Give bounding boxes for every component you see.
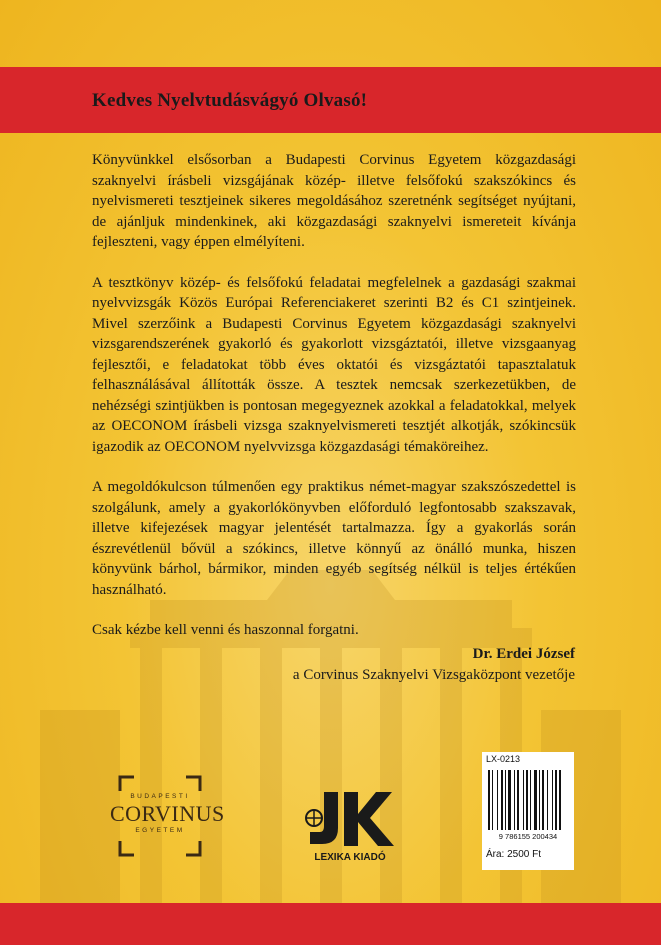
paragraph-3: A megoldókulcson túlmenően egy praktikus német-magyar szakszószedettel is szolgálunk, amely a gyakorlókönyvben előforduló legfontosabb szakszavak, illetve kifejezések magyar jelentését tartalmazza. Így a gyakorlás során észrevétlenül bővül a szókincs, illetve könnyű az önálló munka, hiszen könyvünk bárhol, bármikor, minden egyéb segítség nélkül is teljes értékűen használható. [92,479,576,598]
product-code: LX-0213 [486,754,521,764]
signature [293,644,575,686]
greeting-heading: Kedves Nyelvtudásvágyó Olvasó! [92,90,368,111]
corvinus-logo [110,775,225,865]
price-label: Ára: 2500 Ft [486,849,542,860]
signature-name: Dr. Erdei József [472,646,575,662]
body-text [92,150,576,641]
paragraph-4: Csak kézbe kell venni és haszonnal forgatni. [92,622,359,638]
publisher-name: LEXIKA KIADÓ [314,852,386,863]
lexika-mark-icon [300,788,400,850]
barcode-digits: 9 786155 200434 [498,832,558,841]
corner-ornament-icon [118,839,136,857]
bottom-red-band [0,903,661,945]
signature-title: a Corvinus Szaknyelvi Vizsgaközpont vezetője [292,667,575,683]
corvinus-bottom-text: EGYETEM [135,827,185,834]
corner-ornament-icon [184,775,202,793]
corner-ornament-icon [184,839,202,857]
barcode-icon [488,770,568,832]
corner-ornament-icon [118,775,136,793]
corvinus-main-text: CORVINUS [110,801,225,826]
corvinus-top-text: BUDAPESTI [130,793,190,800]
lexika-logo [300,788,400,868]
barcode-box [482,752,574,870]
paragraph-1: Könyvünkkel elsősorban a Budapesti Corvinus Egyetem közgazdasági szaknyelvi írásbeli vizsgájának közép- illetve felsőfokú szakszókincs és nyelvismereti tesztjeinek sikeres megoldásához szeretnénk segítséget nyújtani, de ajánljuk mindenkinek, aki közgazdasági szaknyelvi ismereteit kívánja fejleszteni, vagy éppen elmélyíteni. [92,152,576,250]
paragraph-2: A tesztkönyv közép- és felsőfokú feladatai megfelelnek a gazdasági szakmai nyelvvizsgák Közös Európai Referenciakeret szerinti B2 és C1 szintjeinek. Mivel szerzőink a Budapesti Corvinus Egyetem közgazdasági szaknyelvi vizsgarendszerének gyakorló és gyakorlott vizsgáztatói, illetve vizsgaanyag fejlesztői, e feladatokat több éves oktatói és vizsgáztatói tapasztalatuk felhasználásával állították össze. A tesztek nemcsak szerkezetükben, de nehézségi szintjükben is pontosan megegyeznek azokkal a feladatokkal, melyek az OECONOM írásbeli vizsga szaknyelvismereti tesztjét alkotják, szókincsük igazodik az OECONOM nyelvvizsga közgazdasági témaköreihez. [92,274,576,455]
